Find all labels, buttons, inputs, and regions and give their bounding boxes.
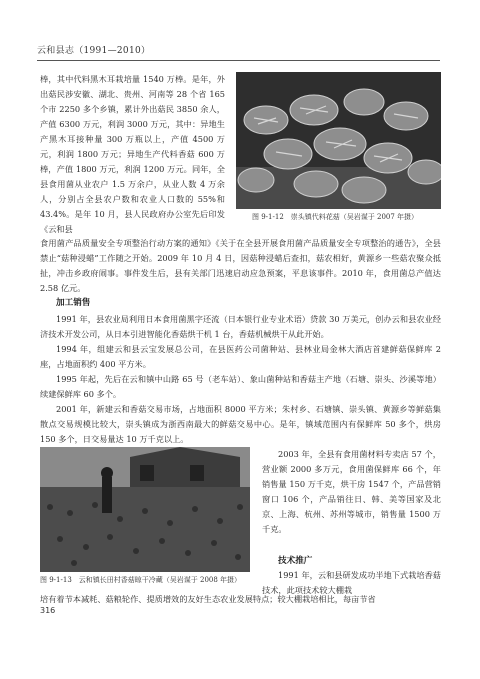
section-heading-tech-promotion: 技术推广 [278,556,313,566]
paragraph-1995-storage-expansion: 1995 年起，先后在云和镇中山路 65 号（老车站）、象山菌种站和香菇主产地（石塘、崇头、沙溪等地）续建保鲜库 60 多个。 [40,374,441,399]
caption-fig-9-1-13: 图 9-1-13 云和镇长田村香菇晾干冷藏（吴岩谋于 2008 年摄） [40,576,242,584]
paragraph-2001-market: 2001 年，新建云和香菇交易市场，占地面积 8000 平方米；朱村乡、石塘镇、崇头镇、黄源乡等鲜菇集散点交易规模比较大，崇头镇成为浙西南最大的鲜菇交易中心。是年，镇域范围内有保鲜库 50 多个，烘房 150 多个，日交易量达 10 万千克以上。 [40,404,441,444]
page-number: 316 [40,606,56,615]
photo-drying-mushrooms [40,447,250,572]
paragraph-mushroom-output: 棒，其中代料黑木耳栽培量 1540 万棒。是年，外出菇民涉安徽、湖北、贵州、河南等 28 个省 165 个市 2250 多个乡镇，累计外出菇民 3850 余人，产值 6300 万元，利润 3000 万元，其中：异地生产黑木耳接种量 300 万瓶以上，产值 4500 万元，利润 1800 万元；异地生产代料香菇 600 万棒，产值 1800 万元，利润 1200 万元。同年，全县食用菌从业农户 1.5 万余户，从业人数 4 万余人，分别占全县农户数和农业人口数的 55%和 43.4%。是年 10 月，县人民政府办公室先后印发《云和县 [40,74,225,234]
section-heading-processing-sales: 加工销售 [56,298,91,308]
paragraph-1991-dryer: 1991 年，县农业局利用日本食用菌黑字还流（日本银行业专业术语）贷款 30 万美元，创办云和县农业经济技术开发公司，从日本引进智能化香菇烘干机 1 台，香菇机械烘干从此开始。 [40,314,441,339]
paragraph-quality-rectification: 食用菌产品质量安全专项整治行动方案的通知》《关于在全县开展食用菌产品质量安全专项整治的通告》，全县禁止“菇种浸蜡”工作随之开始。2009 年 10 月 4 日，因菇种浸蜡后查扣，菇农相好，黄源乡一些菇农聚众抵扯，冲击乡政府闹事。事件发生后，县有关部门迅速启动应急预案，平息该事件。2010 年，食用菌总产值达 2.58 亿元。 [40,238,441,293]
running-header: 云和县志（1991—2010） [37,46,151,56]
paragraph-1991-semi-underground: 1991 年，云和县研发成功半地下式栽培香菇技术，此项技术较大棚栽 [262,570,441,595]
photo-flower-mushrooms [236,72,441,209]
paragraph-2003-retail: 2003 年，全县有食用菌材料专卖店 57 个，营业额 2000 多万元，食用菌保鲜库 66 个，年销售量 150 万千克，烘干房 1547 个，产品营销窗口 106 个，产品销往日、韩、美等国家及北京、上海、杭州、苏州等城市，销售量 1500 万千克。 [262,449,441,534]
drying-field-illustration [40,447,250,572]
mushroom-illustration [236,72,441,209]
header-rule [37,60,440,61]
paragraph-continuation: 培有着节本减耗、菇粮轮作、提质增效的友好生态农业发展特点；较大棚栽培相比，每亩节省 [40,594,376,604]
caption-fig-9-1-12: 图 9-1-12 崇头镇代料花菇（吴岩谋于 2007 年摄） [252,213,419,221]
paragraph-1994-cold-storage: 1994 年，组建云和县云宝发展总公司，在县医药公司菌种站、县林业局金林大酒店首建鲜菇保鲜库 2 座，占地面积约 400 平方米。 [40,344,441,369]
